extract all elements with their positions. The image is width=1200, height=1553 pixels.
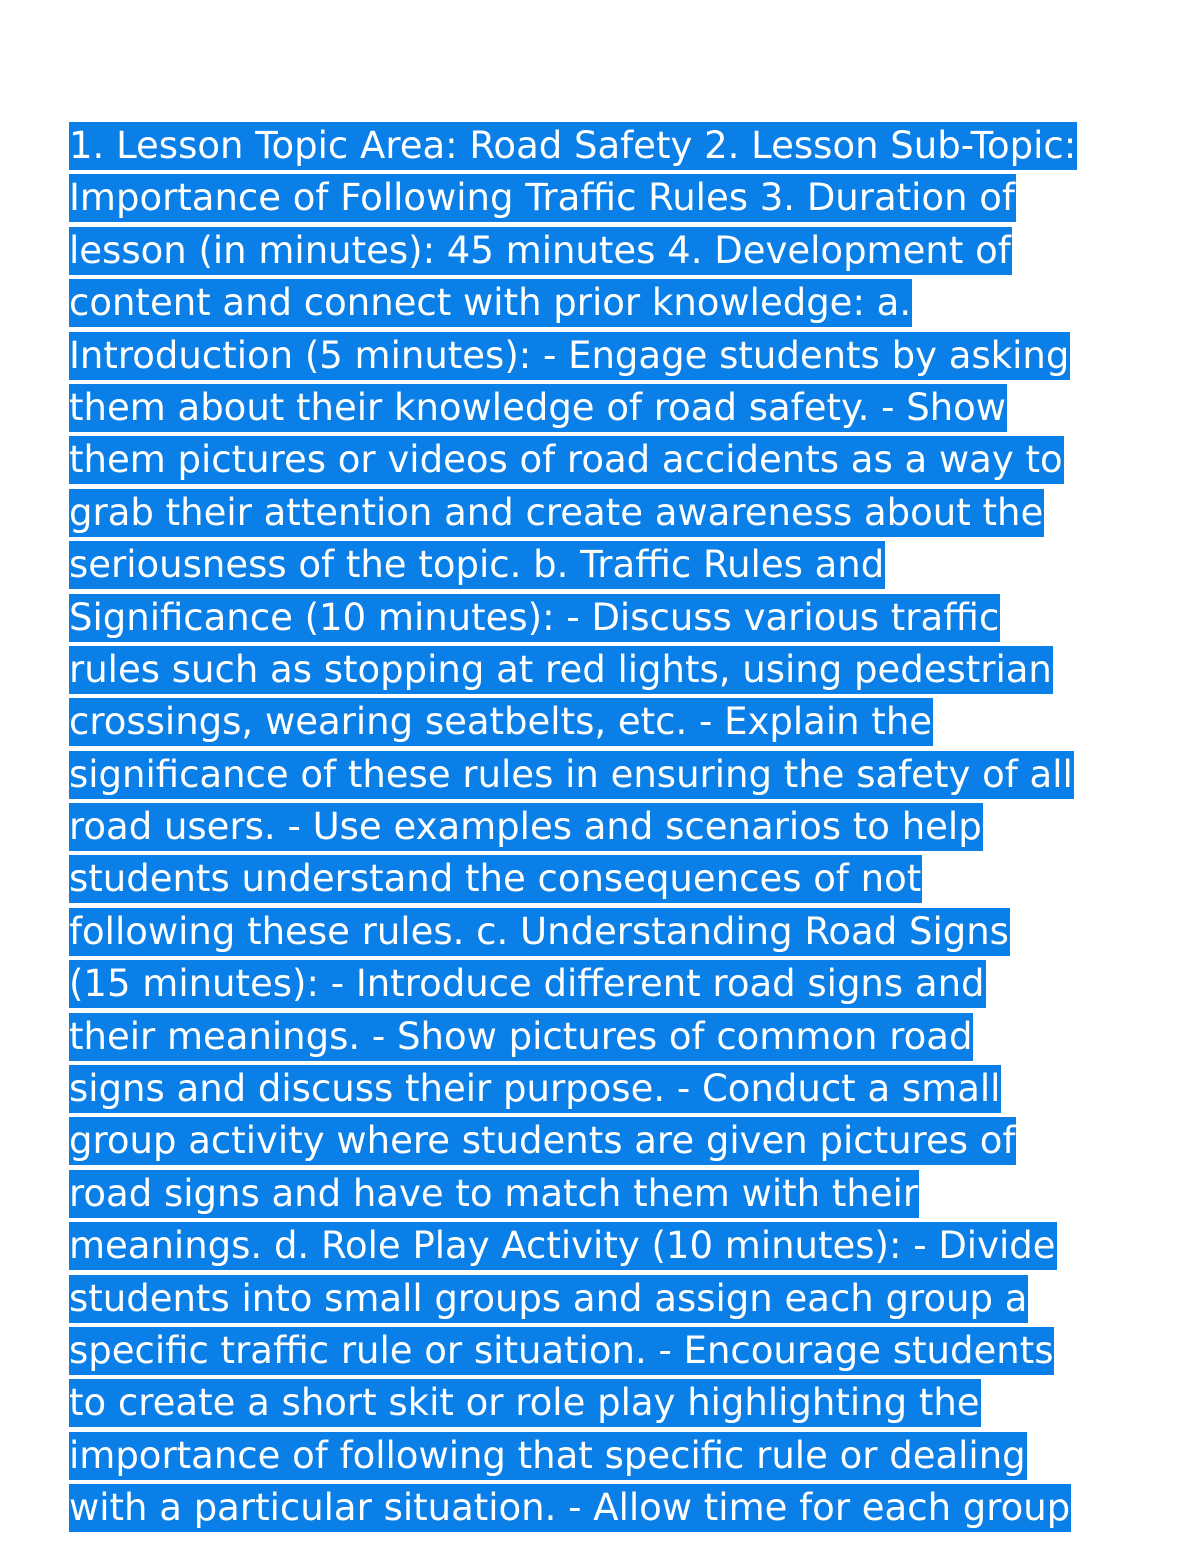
text-line[interactable]: [69, 174, 1149, 226]
text-line[interactable]: [69, 227, 1149, 279]
highlighted-text[interactable]: to create a short skit or role play highlighting the: [69, 1379, 981, 1427]
highlighted-text[interactable]: significance of these rules in ensuring the safety of all: [69, 751, 1074, 799]
highlighted-text[interactable]: content and connect with prior knowledge: a.: [69, 279, 912, 327]
highlighted-text[interactable]: meanings. d. Role Play Activity (10 minutes): - Divide: [69, 1222, 1057, 1270]
highlighted-text[interactable]: road signs and have to match them with their: [69, 1170, 919, 1218]
text-line[interactable]: [69, 594, 1149, 646]
text-line[interactable]: [69, 122, 1149, 174]
text-line[interactable]: [69, 1170, 1149, 1222]
highlighted-text[interactable]: lesson (in minutes): 45 minutes 4. Development of: [69, 227, 1012, 275]
text-line[interactable]: [69, 436, 1149, 488]
highlighted-text[interactable]: rules such as stopping at red lights, using pedestrian: [69, 646, 1053, 694]
text-line[interactable]: [69, 698, 1149, 750]
text-line[interactable]: [69, 279, 1149, 331]
text-line[interactable]: [69, 1275, 1149, 1327]
selected-text-block[interactable]: [69, 122, 1149, 1537]
text-line[interactable]: [69, 332, 1149, 384]
text-line[interactable]: [69, 960, 1149, 1012]
highlighted-text[interactable]: with a particular situation. - Allow time for each group: [69, 1484, 1071, 1532]
highlighted-text[interactable]: road users. - Use examples and scenarios to help: [69, 803, 983, 851]
highlighted-text[interactable]: crossings, wearing seatbelts, etc. - Explain the: [69, 698, 933, 746]
text-line[interactable]: [69, 1117, 1149, 1169]
text-line[interactable]: [69, 1484, 1149, 1536]
highlighted-text[interactable]: group activity where students are given pictures of: [69, 1117, 1016, 1165]
highlighted-text[interactable]: them about their knowledge of road safety. - Show: [69, 384, 1007, 432]
text-line[interactable]: [69, 489, 1149, 541]
highlighted-text[interactable]: Introduction (5 minutes): - Engage students by asking: [69, 332, 1070, 380]
highlighted-text[interactable]: importance of following that specific rule or dealing: [69, 1432, 1027, 1480]
text-line[interactable]: [69, 1065, 1149, 1117]
highlighted-text[interactable]: their meanings. - Show pictures of common road: [69, 1013, 973, 1061]
text-line[interactable]: [69, 1432, 1149, 1484]
highlighted-text[interactable]: Significance (10 minutes): - Discuss various traffic: [69, 594, 1000, 642]
highlighted-text[interactable]: signs and discuss their purpose. - Conduct a small: [69, 1065, 1001, 1113]
text-line[interactable]: [69, 855, 1149, 907]
text-line[interactable]: [69, 384, 1149, 436]
highlighted-text[interactable]: following these rules. c. Understanding Road Signs: [69, 908, 1010, 956]
highlighted-text[interactable]: 1. Lesson Topic Area: Road Safety 2. Lesson Sub-Topic:: [69, 122, 1077, 170]
highlighted-text[interactable]: seriousness of the topic. b. Traffic Rules and: [69, 541, 885, 589]
text-line[interactable]: [69, 1222, 1149, 1274]
text-line[interactable]: [69, 803, 1149, 855]
text-line[interactable]: [69, 541, 1149, 593]
highlighted-text[interactable]: grab their attention and create awareness about the: [69, 489, 1044, 537]
text-line[interactable]: [69, 1013, 1149, 1065]
highlighted-text[interactable]: students understand the consequences of not: [69, 855, 922, 903]
text-line[interactable]: [69, 908, 1149, 960]
text-line[interactable]: [69, 646, 1149, 698]
highlighted-text[interactable]: specific traffic rule or situation. - Encourage students: [69, 1327, 1054, 1375]
highlighted-text[interactable]: Importance of Following Traffic Rules 3. Duration of: [69, 174, 1016, 222]
highlighted-text[interactable]: them pictures or videos of road accidents as a way to: [69, 436, 1064, 484]
text-line[interactable]: [69, 751, 1149, 803]
text-line[interactable]: [69, 1327, 1149, 1379]
highlighted-text[interactable]: (15 minutes): - Introduce different road signs and: [69, 960, 986, 1008]
text-line[interactable]: [69, 1379, 1149, 1431]
highlighted-text[interactable]: students into small groups and assign each group a: [69, 1275, 1028, 1323]
